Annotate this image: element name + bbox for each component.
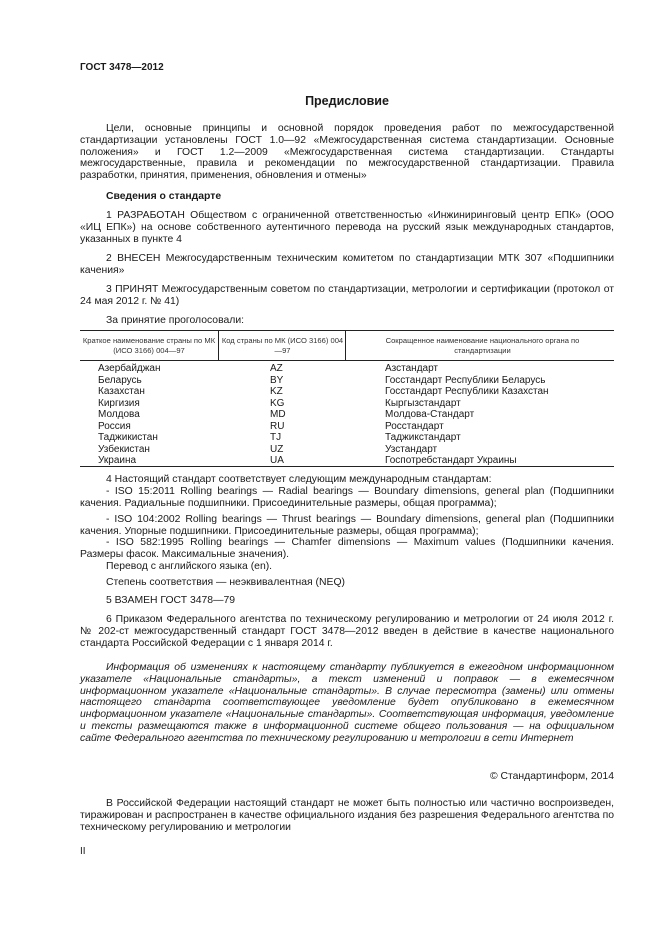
page-number: II [80, 846, 86, 857]
code-cell: TJ [270, 432, 282, 443]
notice-paragraph: Информация об изменениях к настоящему стандарту публикуется в ежегодном информационном указателе «Национальные стандарты», а текст изменений и поправок — в ежемесячном информационном указателе «Национальные стандарты». В случае пересмотра (замены) или отмены настоящего стандарта соответствующее уведомление будет опубликовано в ежемесячном информационном указателе «Национальные стандарты». Соответствующая информация, уведомление и тексты размещаются также в информационной системе общего пользования — на официальном сайте Федерального агентства по техническому регулированию и метрологии в сети Интернет [80, 662, 614, 744]
table-row [80, 363, 614, 375]
table-header-body: Сокращенное наименование национального органа по стандартизации [385, 336, 580, 355]
country-cell: Таджикистан [98, 432, 158, 443]
code-cell: KG [270, 397, 285, 409]
table-body [80, 363, 614, 467]
table-row [80, 386, 614, 398]
country-cell: Беларусь [98, 374, 142, 386]
body-cell: Росстандарт [385, 420, 444, 432]
body-cell: Госстандарт Республики Казахстан [385, 386, 549, 397]
code-cell: RU [270, 420, 285, 432]
intro-paragraph: Цели, основные принципы и основной порядок проведения работ по межгосударственной стандартизации установлены ГОСТ 1.0—92 «Межгосударственная система стандартизации. Основные положения» и ГОСТ 1.2—2009 «Межгосударственная система стандартизации. Стандарты межгосударственные, правила и рекомендации по межгосударственной стандартизации. Правила разработки, принятия, применения, обновления и отмены» [80, 123, 614, 182]
table-col-divider [345, 330, 346, 360]
page-title: Предисловие [305, 94, 389, 108]
code-cell: UA [270, 455, 284, 466]
country-cell: Азербайджан [98, 363, 161, 374]
voting-table [80, 330, 614, 466]
table-top-rule [80, 330, 614, 331]
iso-standard-1: - ISO 15:2011 Rolling bearings — Radial bearings — Boundary dimensions, general plan (Подшипники качения. Радиальные подшипники. Присоединительные размеры, общая программа); [80, 486, 614, 509]
country-cell: Молдова [98, 409, 140, 420]
table-row [80, 421, 614, 433]
body-cell: Молдова-Стандарт [385, 409, 475, 420]
country-cell: Россия [98, 420, 131, 432]
code-cell: AZ [270, 363, 283, 374]
table-row [80, 398, 614, 410]
iso-standard-2: - ISO 104:2002 Rolling bearings — Thrust bearings — Boundary dimensions, general plan (Подшипники качения. Упорные подшипники. Присоединительные размеры, общая программа); [80, 514, 614, 537]
body-cell: Госстандарт Республики Беларусь [385, 374, 546, 386]
translation-line: Перевод с английского языка (en). [106, 561, 273, 572]
item-1: 1 РАЗРАБОТАН Обществом с ограниченной ответственностью «Инжиниринговый центр ЕПК» (ООО «ИЦ ЕПК») на основе собственного аутентичного перевода на русский язык международных стандартов, указанных в пункте 4 [80, 210, 614, 245]
country-cell: Узбекистан [98, 443, 150, 455]
table-header-rule [80, 360, 614, 361]
country-cell: Киргизия [98, 397, 140, 409]
item-2: 2 ВНЕСЕН Межгосударственным техническим комитетом по стандартизации МТК 307 «Подшипники качения» [80, 253, 614, 276]
table-row [80, 432, 614, 444]
item-4: 4 Настоящий стандарт соответствует следующим международным стандартам: [106, 474, 492, 485]
voted-line: За принятие проголосовали: [106, 315, 245, 326]
table-row [80, 444, 614, 456]
table-col-divider [218, 330, 219, 360]
country-cell: Украина [98, 455, 137, 466]
body-cell: Таджикстандарт [385, 432, 461, 443]
body-cell: Азстандарт [385, 363, 439, 374]
code-cell: KZ [270, 386, 283, 397]
info-heading: Сведения о стандарте [106, 191, 222, 202]
code-cell: MD [270, 409, 286, 420]
country-cell: Казахстан [98, 386, 145, 397]
table-row [80, 455, 614, 467]
body-cell: Кыргызстандарт [385, 397, 461, 409]
copyright-line: © Стандартинформ, 2014 [489, 771, 614, 782]
body-cell: Госпотребстандарт Украины [385, 455, 517, 466]
code-cell: UZ [270, 443, 284, 455]
table-header-code: Код страны по МК (ИСО 3166) 004—97 [221, 336, 344, 355]
table-header-country: Краткое наименование страны по МК (ИСО 3166) 004—97 [82, 336, 216, 355]
item-5: 5 ВЗАМЕН ГОСТ 3478—79 [106, 595, 236, 606]
item-6: 6 Приказом Федерального агентства по техническому регулированию и метрологии от 24 июля 2012 г. № 202-ст межгосударственный стандарт ГОСТ 3478—2012 введен в действие в качестве национального стандарта Российской Федерации с 1 января 2014 г. [80, 614, 614, 649]
code-cell: BY [270, 374, 284, 386]
body-cell: Узстандарт [385, 443, 438, 455]
degree-line: Степень соответствия — неэквивалентная (NEQ) [106, 577, 345, 588]
iso-standard-3: - ISO 582:1995 Rolling bearings — Chamfer dimensions — Maximum values (Подшипники качения. Размеры фасок. Максимальные значения). [80, 537, 614, 560]
reproduction-paragraph: В Российской Федерации настоящий стандарт не может быть полностью или частично воспроизведен, тиражирован и распространен в качестве официального издания без разрешения Федерального агентства по техническому регулированию и метрологии [80, 798, 614, 833]
item-3: 3 ПРИНЯТ Межгосударственным советом по стандартизации, метрологии и сертификации (протокол от 24 мая 2012 г. № 41) [80, 284, 614, 307]
table-row [80, 375, 614, 387]
table-row [80, 409, 614, 421]
document-header: ГОСТ 3478—2012 [80, 62, 164, 73]
